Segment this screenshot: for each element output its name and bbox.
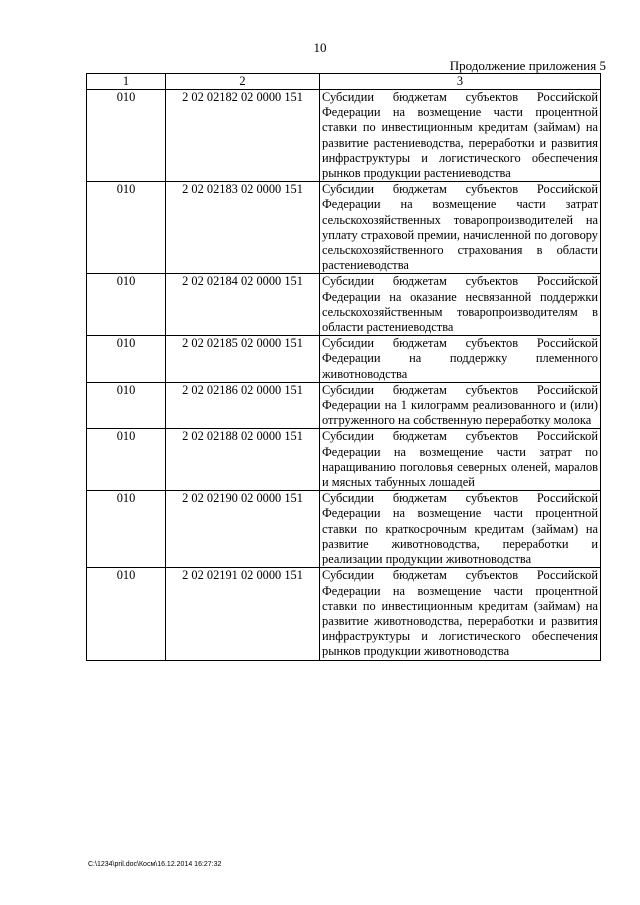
description-cell: Субсидии бюджетам субъектов Российской Федерации на оказание несвязанной поддержки сельскохозяйственным товаропроизводителям в области растениеводства <box>320 274 601 336</box>
budget-codes-table <box>86 73 601 661</box>
description-cell: Субсидии бюджетам субъектов Российской Федерации на поддержку племенного животноводства <box>320 336 601 383</box>
description-cell: Субсидии бюджетам субъектов Российской Федерации на возмещение части процентной ставки по краткосрочным кредитам (займам) на развитие животноводства, переработки и реализации продукции животноводства <box>320 491 601 568</box>
description-cell: Субсидии бюджетам субъектов Российской Федерации на возмещение части процентной ставки по инвестиционным кредитам (займам) на развитие животноводства, переработки и развития инфраструктуры и логистического обеспечения рынков продукции животноводства <box>320 568 601 660</box>
kbk-code-cell: 2 02 02185 02 0000 151 <box>166 336 320 383</box>
table-row <box>87 336 601 383</box>
admin-code-cell: 010 <box>87 90 166 182</box>
column-header-3: 3 <box>320 74 601 90</box>
kbk-code-cell: 2 02 02183 02 0000 151 <box>166 182 320 274</box>
table-row <box>87 382 601 429</box>
admin-code-cell: 010 <box>87 568 166 660</box>
table-row <box>87 429 601 491</box>
admin-code-cell: 010 <box>87 382 166 429</box>
page-number: 10 <box>313 40 327 55</box>
table-row <box>87 491 601 568</box>
kbk-code-cell: 2 02 02188 02 0000 151 <box>166 429 320 491</box>
table-row <box>87 274 601 336</box>
description-cell: Субсидии бюджетам субъектов Российской Федерации на 1 килограмм реализованного и (или) отгруженного на собственную переработку молока <box>320 382 601 429</box>
continuation-caption: Продолжение приложения 5 <box>449 58 606 73</box>
description-cell: Субсидии бюджетам субъектов Российской Федерации на возмещение части процентной ставки по инвестиционным кредитам (займам) на развитие растениеводства, переработки и развития инфраструктуры и логистического обеспечения рынков продукции растениеводства <box>320 90 601 182</box>
table-row <box>87 90 601 182</box>
admin-code-cell: 010 <box>87 274 166 336</box>
kbk-code-cell: 2 02 02190 02 0000 151 <box>166 491 320 568</box>
admin-code-cell: 010 <box>87 182 166 274</box>
file-path-footer: C:\1234\pril.doc\Косм\16.12.2014 16:27:32 <box>88 861 222 868</box>
kbk-code-cell: 2 02 02182 02 0000 151 <box>166 90 320 182</box>
admin-code-cell: 010 <box>87 336 166 383</box>
kbk-code-cell: 2 02 02186 02 0000 151 <box>166 382 320 429</box>
column-header-2: 2 <box>166 74 320 90</box>
description-cell: Субсидии бюджетам субъектов Российской Федерации на возмещение части затрат сельскохозяйственных товаропроизводителей на уплату страховой премии, начисленной по договору сельскохозяйственного страхования в области растениеводства <box>320 182 601 274</box>
column-header-1: 1 <box>87 74 166 90</box>
table-row <box>87 568 601 660</box>
table-row <box>87 182 601 274</box>
description-cell: Субсидии бюджетам субъектов Российской Федерации на возмещение части затрат по наращиванию поголовья северных оленей, маралов и мясных табунных лошадей <box>320 429 601 491</box>
admin-code-cell: 010 <box>87 491 166 568</box>
admin-code-cell: 010 <box>87 429 166 491</box>
table-header-row <box>87 74 601 90</box>
kbk-code-cell: 2 02 02191 02 0000 151 <box>166 568 320 660</box>
kbk-code-cell: 2 02 02184 02 0000 151 <box>166 274 320 336</box>
